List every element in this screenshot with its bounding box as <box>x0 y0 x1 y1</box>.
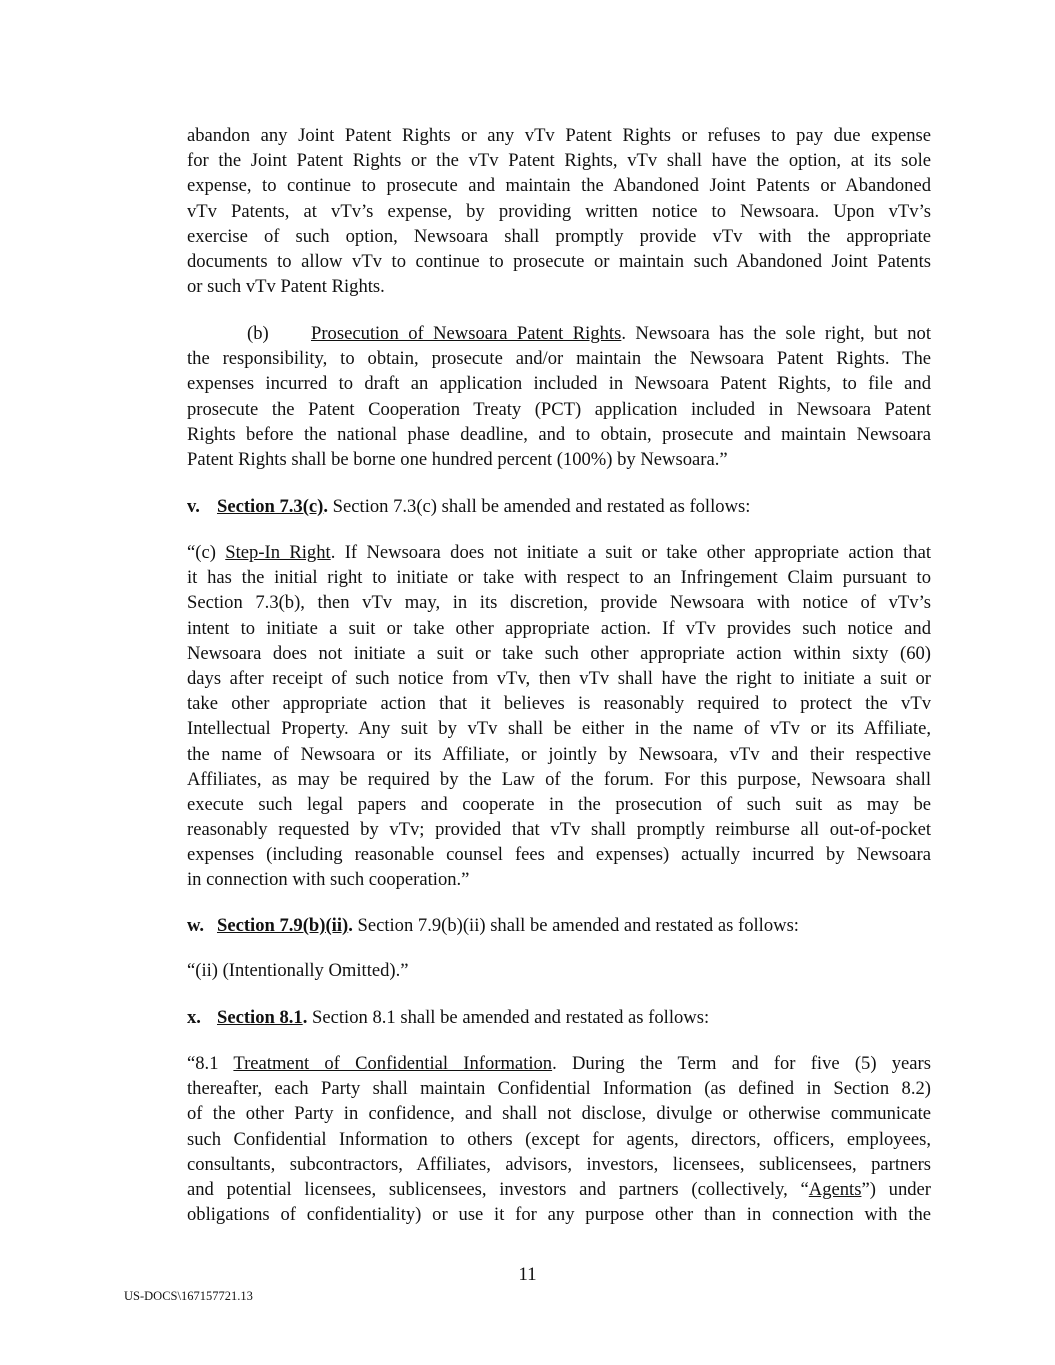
section-heading: Prosecution of Newsoara Patent Rights <box>311 323 622 344</box>
text-line: take other appropriate action that it believes is reasonably required to protect the vTv <box>187 693 931 715</box>
text-line <box>187 1177 931 1202</box>
paragraph-section-x <box>187 1005 931 1030</box>
text-run: . Newsoara has the sole right, but not <box>621 323 931 344</box>
text-run: v. <box>187 496 200 517</box>
text-line: Newsoara does not initiate a suit or take such other appropriate action within sixty (60) <box>187 642 931 664</box>
text-run: . <box>348 915 353 936</box>
text-run: (b) <box>247 323 269 344</box>
text-line: reasonably requested by vTv; provided that vTv shall promptly reimburse all out-of-pocket <box>187 819 931 841</box>
text-line: prosecute the Patent Cooperation Treaty (PCT) application included in Newsoara Patent <box>187 398 931 420</box>
text-line: abandon any Joint Patent Rights or any vTv Patent Rights or refuses to pay due expense <box>187 125 931 146</box>
section-heading: Section 7.3(c) <box>217 496 324 517</box>
text-line: “(ii) (Intentionally Omitted).” <box>187 960 409 981</box>
text-line: Rights before the national phase deadline, and to obtain, prosecute and maintain Newsoara <box>187 423 931 445</box>
text-line: thereafter, each Party shall maintain Confidential Information (as defined in Section 8.2) <box>187 1078 931 1100</box>
text-line: obligations of confidentiality) or use it for any purpose other than in connection with the <box>187 1204 931 1226</box>
paragraph-abandoned-patents <box>187 123 931 299</box>
text-run: “(c) <box>187 542 226 563</box>
section-heading: Step-In Right <box>225 542 331 563</box>
paragraph-prosecution-newsoara <box>187 321 931 472</box>
section-heading: Treatment of Confidential Information <box>233 1053 553 1074</box>
text-line: Section 7.3(b), then vTv may, in its discretion, provide Newsoara with notice of vTv’s <box>187 592 931 614</box>
section-heading: Section 8.1 <box>217 1007 303 1028</box>
text-line: Patent Rights shall be borne one hundred percent (100%) by Newsoara.” <box>187 448 728 470</box>
paragraph-step-in-right <box>187 540 931 893</box>
text-line: Intellectual Property. Any suit by vTv shall be either in the name of vTv or its Affiliate, <box>187 718 931 740</box>
text-line: such Confidential Information to others (except for agents, directors, officers, employees, <box>187 1128 931 1150</box>
text-line: Affiliates, as may be required by the Law of the forum. For this purpose, Newsoara shall <box>187 768 931 790</box>
text-line: the name of Newsoara or its Affiliate, or jointly by Newsoara, vTv and their respective <box>187 743 931 765</box>
text-line <box>187 494 931 519</box>
text-line: expenses (including reasonable counsel fees and expenses) actually incurred by Newsoara <box>187 844 931 866</box>
text-line: documents to allow vTv to continue to prosecute or maintain such Abandoned Joint Patents <box>187 250 931 272</box>
page-number: 11 <box>518 1264 537 1285</box>
text-line: days after receipt of such notice from vTv, then vTv shall have the right to initiate a suit or <box>187 667 931 689</box>
text-run: ”) under <box>861 1178 931 1200</box>
text-line: for the Joint Patent Rights or the vTv Patent Rights, vTv shall have the option, at its sole <box>187 150 931 172</box>
text-line: exercise of such option, Newsoara shall promptly provide vTv with the appropriate <box>187 225 931 247</box>
text-line <box>187 913 931 938</box>
text-run: Section 7.3(c) shall be amended and restated as follows: <box>328 496 751 517</box>
text-run: . If Newsoara does not initiate a suit or take other appropriate action that <box>330 542 932 563</box>
text-run: . During the Term and for five (5) years <box>552 1053 931 1074</box>
text-line: of the other Party in confidence, and shall not disclose, divulge or otherwise communicate <box>187 1103 931 1125</box>
footer-doc-id: US-DOCS\167157721.13 <box>124 1289 253 1303</box>
text-line <box>187 1005 931 1030</box>
text-line: execute such legal papers and cooperate in the prosecution of such suit as may be <box>187 793 931 815</box>
text-line: it has the initial right to initiate or take with respect to an Infringement Claim pursuant to <box>187 567 931 589</box>
text-line: intent to initiate a suit or take other appropriate action. If vTv provides such notice and <box>187 617 931 639</box>
paragraph-confidential-information <box>187 1051 931 1227</box>
text-line <box>187 1051 931 1076</box>
text-line <box>187 321 931 346</box>
text-line: expense, to continue to prosecute and maintain the Abandoned Joint Patents or Abandoned <box>187 175 931 197</box>
text-run: . <box>302 1007 308 1028</box>
text-run: x. <box>187 1007 201 1028</box>
text-line: or such vTv Patent Rights. <box>187 276 385 298</box>
paragraph-section-w <box>187 913 931 938</box>
text-run: . <box>323 496 329 517</box>
text-run: and potential licensees, sublicensees, investors and partners (collectively, “ <box>187 1178 809 1200</box>
section-heading: Section 7.9(b)(ii) <box>217 915 349 936</box>
text-run: w. <box>187 915 205 936</box>
text-run: Section 7.9(b)(ii) shall be amended and restated as follows: <box>352 915 799 936</box>
paragraph-section-v <box>187 494 931 519</box>
section-heading: Agents <box>808 1178 862 1200</box>
text-run: “8.1 <box>187 1053 234 1074</box>
text-line: vTv Patents, at vTv’s expense, by providing written notice to Newsoara. Upon vTv’s <box>187 200 931 222</box>
paragraph-intentionally-omitted <box>187 958 931 983</box>
text-line: the responsibility, to obtain, prosecute and/or maintain the Newsoara Patent Rights. The <box>187 348 931 370</box>
text-line: consultants, subcontractors, Affiliates, advisors, investors, licensees, sublicensees, partners <box>187 1153 931 1175</box>
text-run: Section 8.1 shall be amended and restated as follows: <box>307 1007 710 1028</box>
text-line: in connection with such cooperation.” <box>187 869 470 891</box>
text-line <box>187 540 931 565</box>
text-line: expenses incurred to draft an application included in Newsoara Patent Rights, to file and <box>187 373 931 395</box>
